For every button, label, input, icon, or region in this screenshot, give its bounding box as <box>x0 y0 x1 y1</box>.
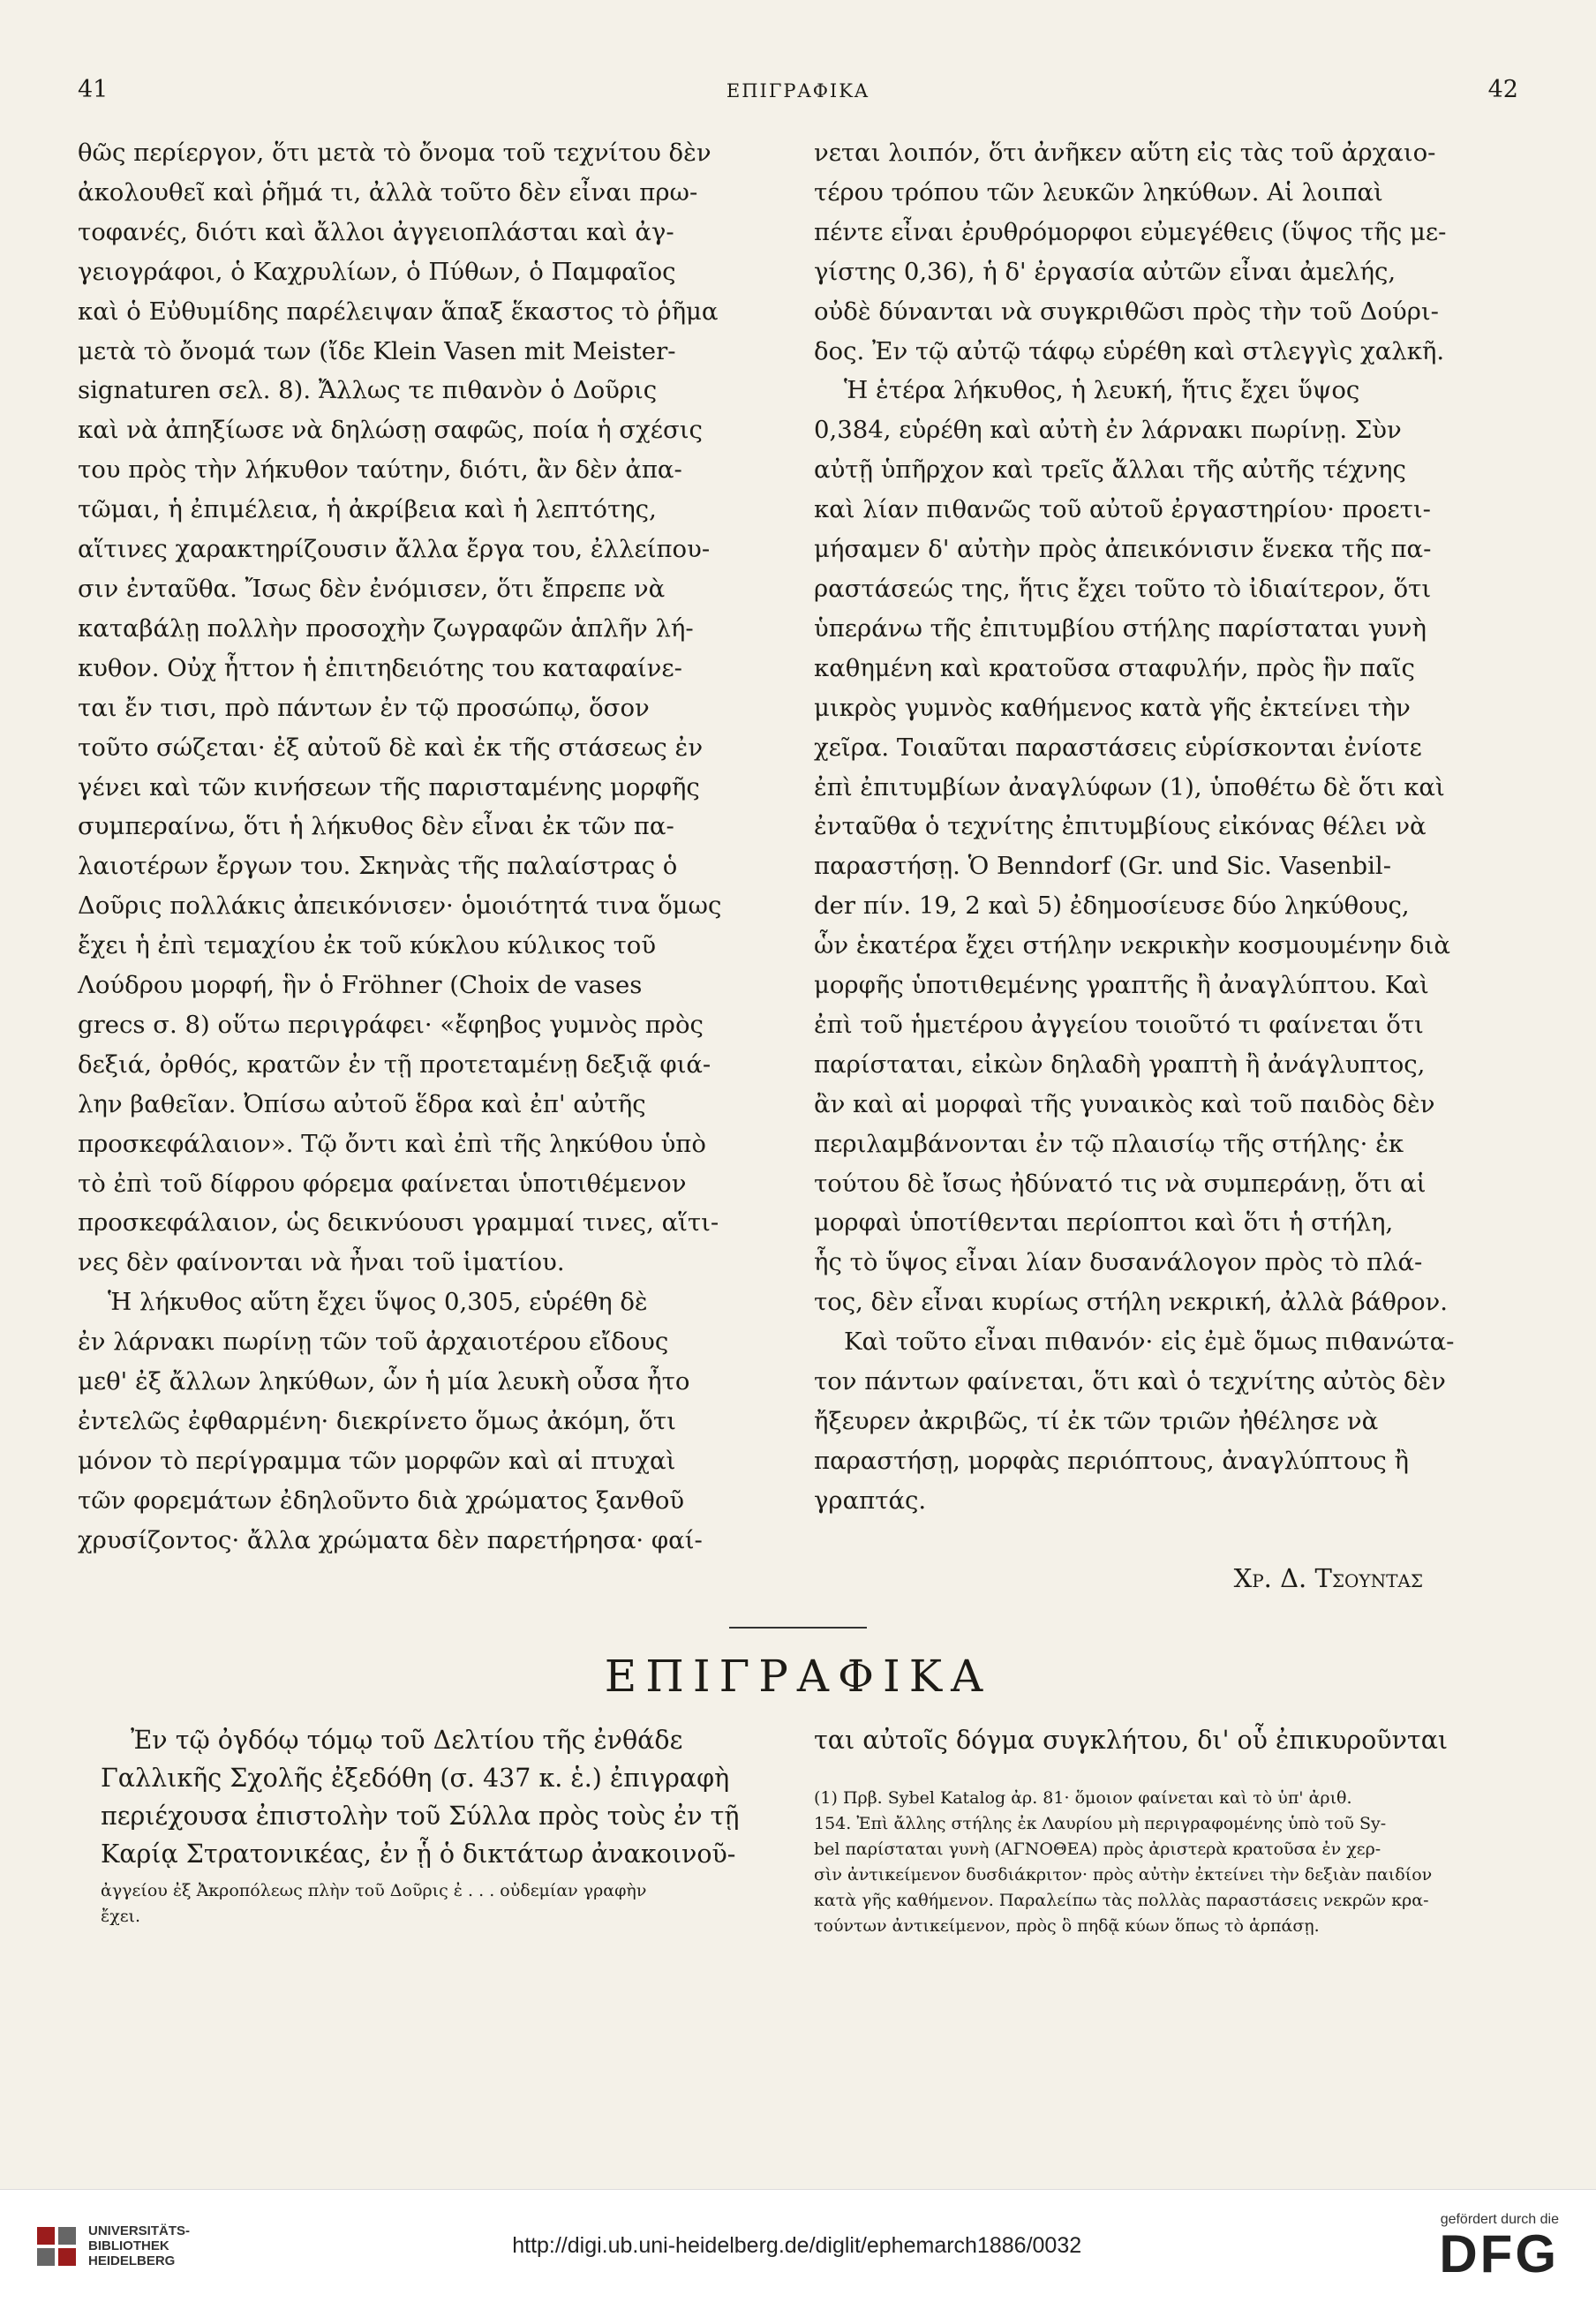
funding-label: gefördert durch die <box>1440 2211 1559 2227</box>
text-line: Ἡ ἑτέρα λήκυθος, ἡ λευκή, ἥτις ἔχει ὕψος <box>844 376 1360 405</box>
text-line: Δοῦρις πολλάκις ἀπεικόνισεν· ὁμοιότητά τινα ὅμως <box>78 891 722 921</box>
text-line: signaturen σελ. 8). Ἄλλως τε πιθανὸν ὁ Δοῦρις <box>78 376 658 405</box>
text-line: γίστης 0,36), ἡ δ' ἐργασία αὐτῶν εἶναι ἀμελής, <box>814 257 1396 286</box>
text-line: μόνον τὸ περίγραμμα τῶν μορφῶν καὶ αἱ πτυχαὶ <box>78 1446 676 1475</box>
text-line: χρυσίζοντος· ἄλλα χρώματα δὲν παρετήρησα· φαί- <box>78 1525 703 1554</box>
text-line: πέντε εἶναι ἐρυθρόμορφοι εὐμεγέθεις (ὕψος τῆς με- <box>814 217 1447 246</box>
text-line: αἵτινες χαρακτηρίζουσιν ἄλλα ἔργα του, ἐλλείπου- <box>78 535 711 564</box>
text-line: Λούδρου μορφή, ἣν ὁ Fröhner (Choix de vases <box>78 971 643 1000</box>
text-line: του πρὸς τὴν λήκυθον ταύτην, διότι, ἂν δὲν ἀπα- <box>78 455 682 485</box>
text-line: ἐπὶ ἐπιτυμβίων ἀναγλύφων (1), ὑποθέτω δὲ ὅτι καὶ <box>814 772 1445 801</box>
text-line: παραστήσῃ, μορφὰς περιόπτους, ἀναγλύπτους ἢ <box>814 1446 1410 1475</box>
dfg-wordmark: DFG <box>1439 2223 1559 2283</box>
text-line: σιν ἐνταῦθα. Ἴσως δὲν ἐνόμισεν, ὅτι ἔπρεπε νὰ <box>78 574 666 603</box>
text-line: οὐδὲ δύνανται νὰ συγκριθῶσι πρὸς τὴν τοῦ Δούρι- <box>814 297 1439 326</box>
text-line: μορφῆς ὑποτιθεμένης γραπτῆς ἢ ἀναγλύπτου. Καὶ <box>814 971 1429 1000</box>
text-line: τος, δὲν εἶναι κυρίως στήλη νεκρική, ἀλλὰ βάθρον. <box>814 1288 1448 1317</box>
text-line: ἀκολουθεῖ καὶ ῥῆμά τι, ἀλλὰ τοῦτο δὲν εἶναι πρω- <box>78 177 698 207</box>
text-line: Ἡ λήκυθος αὕτη ἔχει ὕψος 0,305, εὑρέθη δὲ <box>108 1288 648 1317</box>
text-line: δεξιά, ὀρθός, κρατῶν ἐν τῇ προτεταμένῃ δεξιᾷ φιά- <box>78 1049 711 1079</box>
text-line: μεθ' ἐξ ἄλλων ληκύθων, ὧν ἡ μία λευκὴ οὖσα ἦτο <box>78 1367 690 1396</box>
text-line: γένει καὶ τῶν κινήσεων τῆς παρισταμένης μορφῆς <box>78 772 700 801</box>
text-line: ἤξευρεν ἀκριβῶς, τί ἐκ τῶν τριῶν ἠθέλησε νὰ <box>814 1407 1379 1435</box>
running-title: ΕΠΙΓΡΑΦΙΚΑ <box>726 80 870 102</box>
text-line: λαιοτέρων ἔργων του. Σκηνὰς τῆς παλαίστρας ὁ <box>78 852 678 881</box>
text-line: νες δὲν φαίνονται νὰ ἦναι τοῦ ἱματίου. <box>78 1248 565 1277</box>
text-line: νεται λοιπόν, ὅτι ἀνῆκεν αὕτη εἰς τὰς τοῦ ἀρχαιο- <box>814 139 1436 167</box>
text-line: ἀγγείου ἐξ Ἀκροπόλεως πλὴν τοῦ Δοῦρις ἐ . . . οὐδεμίαν γραφὴν <box>101 1881 647 1900</box>
text-line: (1) Πρβ. Sybel Katalog ἀρ. 81· ὅμοιον φαίνεται καὶ τὸ ὑπ' ἀριθ. <box>814 1788 1352 1808</box>
text-line: δος. Ἐν τῷ αὐτῷ τάφῳ εὑρέθη καὶ στλεγγὶς χαλκῆ. <box>814 336 1445 365</box>
footnote-right <box>814 1786 1511 1939</box>
text-line: τὸ ἐπὶ τοῦ δίφρου φόρεμα φαίνεται ὑποτιθέμενον <box>78 1169 687 1198</box>
section-divider <box>729 1627 867 1629</box>
text-line: περιλαμβάνονται ἐν τῷ πλαισίῳ τῆς στήλης· ἐκ <box>814 1129 1404 1158</box>
text-line: λην βαθεῖαν. Ὀπίσω αὐτοῦ ἕδρα καὶ ἐπ' αὐτῆς <box>78 1089 646 1118</box>
text-line: ἂν καὶ αἱ μορφαὶ τῆς γυναικὸς καὶ τοῦ παιδὸς δὲν <box>814 1089 1435 1118</box>
text-line: καταβάλῃ πολλὴν προσοχὴν ζωγραφῶν ἁπλῆν λή- <box>78 613 694 643</box>
text-line: περιέχουσα ἐπιστολὴν τοῦ Σύλλα πρὸς τοὺς ἐν τῇ <box>101 1802 740 1831</box>
text-line: grecs σ. 8) οὕτω περιγράφει· «ἔφηβος γυμνὸς πρὸς <box>78 1010 704 1039</box>
permalink[interactable]: http://digi.ub.uni-heidelberg.de/diglit/ephemarch1886/0032 <box>512 2233 1082 2258</box>
dfg-logo[interactable] <box>1439 2212 1559 2281</box>
text-line: χεῖρα. Τοιαῦται παραστάσεις εὑρίσκονται ἐνίοτε <box>814 733 1422 762</box>
text-line: ται ἔν τισι, πρὸ πάντων ἐν τῷ προσώπῳ, ὅσον <box>78 693 650 722</box>
text-line: προσκεφάλαιον». Τῷ ὄντι καὶ ἐπὶ τῆς ληκύθου ὑπὸ <box>78 1129 706 1158</box>
footnote-left <box>101 1878 772 1930</box>
text-line: der πίν. 19, 2 καὶ 5) ἐδημοσίευσε δύο ληκύθους, <box>814 891 1410 921</box>
text-line: μικρὸς γυμνὸς καθήμενος κατὰ γῆς ἐκτείνει τὴν <box>814 693 1411 722</box>
text-line: προσκεφάλαιον, ὡς δεικνύουσι γραμμαί τινες, αἵτι- <box>78 1208 719 1238</box>
text-line: Καὶ τοῦτο εἶναι πιθανόν· εἰς ἐμὲ ὅμως πιθανώτα- <box>844 1328 1455 1357</box>
text-line: ἔχει ἡ ἐπὶ τεμαχίου ἐκ τοῦ κύκλου κύλικος τοῦ <box>78 931 657 960</box>
text-line: γραπτάς. <box>814 1486 927 1515</box>
page-number-left: 41 <box>78 76 109 103</box>
text-line: παραστήσῃ. Ὁ Benndorf (Gr. und Sic. Vasenbil- <box>814 852 1391 881</box>
text-line: ἐντελῶς ἐφθαρμένη· διεκρίνετο ὅμως ἀκόμη, ὅτι <box>78 1407 676 1435</box>
author-signature: Χρ. Δ. Τσουντας <box>1233 1563 1423 1593</box>
page-number-right: 42 <box>1487 76 1518 103</box>
text-line: μορφαὶ ὑποτίθενται περίοπτοι καὶ ὅτι ἡ στήλη, <box>814 1208 1394 1238</box>
text-line: ἐνταῦθα ὁ τεχνίτης ἐπιτυμβίους εἰκόνας θέλει νὰ <box>814 812 1427 841</box>
text-column-right <box>814 133 1520 1521</box>
text-line: τούτου δὲ ἴσως ἠδύνατό τις νὰ συμπεράνῃ, ὅτι αἱ <box>814 1169 1427 1198</box>
library-name-line2: BIBLIOTHEK <box>88 2238 169 2253</box>
running-header <box>78 76 1518 111</box>
text-line: αὐτῇ ὑπῆρχον καὶ τρεῖς ἄλλαι τῆς αὐτῆς τέχνης <box>814 455 1406 485</box>
digitization-footer <box>0 2189 1596 2302</box>
text-line: ἐν λάρνακι πωρίνῃ τῶν τοῦ ἀρχαιοτέρου εἴδους <box>78 1328 669 1357</box>
section-column-right <box>814 1721 1494 1759</box>
text-line: καὶ νὰ ἀπηξίωσε νὰ δηλώσῃ σαφῶς, ποία ἡ σχέσις <box>78 416 703 445</box>
text-line: τοφανές, διότι καὶ ἄλλοι ἀγγειοπλάσται καὶ ἀγ- <box>78 217 674 246</box>
text-line: παρίσταται, εἰκὼν δηλαδὴ γραπτὴ ἢ ἀνάγλυπτος, <box>814 1049 1426 1079</box>
text-line: 0,384, εὑρέθη καὶ αὐτὴ ἐν λάρνακι πωρίνῃ. Σὺν <box>814 416 1402 445</box>
text-line: 154. Ἐπὶ ἄλλης στήλης ἐκ Λαυρίου μὴ περιγραφομένης ὑπὸ τοῦ Sy- <box>814 1814 1387 1833</box>
text-line: μήσαμεν δ' αὐτὴν πρὸς ἀπεικόνισιν ἕνεκα τῆς πα- <box>814 535 1432 564</box>
text-line: ἔχει. <box>101 1907 141 1926</box>
library-name-line1: UNIVERSITÄTS- <box>88 2223 191 2238</box>
section-column-left <box>101 1721 754 1873</box>
text-line: κατὰ γῆς καθήμενον. Παραλείπω τὰς πολλὰς παραστάσεις νεκρῶν κρα- <box>814 1891 1429 1910</box>
text-line: τῶμαι, ἡ ἐπιμέλεια, ἡ ἀκρίβεια καὶ ἡ λεπτότης, <box>78 495 657 524</box>
text-line: ὧν ἑκατέρα ἔχει στήλην νεκρικὴν κοσμουμένην διὰ <box>814 931 1450 960</box>
text-line: μετὰ τὸ ὄνομά των (ἴδε Klein Vasen mit Meister- <box>78 336 676 365</box>
section-heading: ΕΠΙΓΡΑΦΙΚΑ <box>604 1651 992 1702</box>
text-line: τούντων ἀντικείμενον, πρὸς ὃ πηδᾷ κύων ὅπως τὸ ἁρπάσῃ. <box>814 1916 1320 1936</box>
text-line: Γαλλικῆς Σχολῆς ἐξεδόθη (σ. 437 κ. ἑ.) ἐπιγραφὴ <box>101 1764 730 1793</box>
text-line: καὶ λίαν πιθανῶς τοῦ αὐτοῦ ἐργαστηρίου· προετι- <box>814 495 1431 524</box>
text-line: bel παρίσταται γυνὴ (ΑΓΝΟΘΕΑ) πρὸς ἀριστερὰ κρατοῦσα ἐν χερ- <box>814 1839 1381 1859</box>
text-line: ται αὐτοῖς δόγμα συγκλήτου, δι' οὗ ἐπικυροῦνται <box>814 1726 1449 1755</box>
text-line: Ἐν τῷ ὀγδόῳ τόμῳ τοῦ Δελτίου τῆς ἐνθάδε <box>131 1726 683 1755</box>
library-logo[interactable] <box>35 2223 190 2268</box>
text-line: ἧς τὸ ὕψος εἶναι λίαν δυσανάλογον πρὸς τὸ πλά- <box>814 1248 1423 1277</box>
text-line: συμπεραίνω, ὅτι ἡ λήκυθος δὲν εἶναι ἐκ τῶν πα- <box>78 812 674 841</box>
text-line: τέρου τρόπου τῶν λευκῶν ληκύθων. Αἱ λοιπαὶ <box>814 177 1383 207</box>
text-line: γειογράφοι, ὁ Καχρυλίων, ὁ Πύθων, ὁ Παμφαῖος <box>78 257 676 286</box>
university-library-icon <box>35 2225 78 2268</box>
text-line: κυθον. Οὐχ ἧττον ἡ ἐπιτηδειότης του καταφαίνε- <box>78 653 682 682</box>
text-line: τῶν φορεμάτων ἐδηλοῦντο διὰ χρώματος ξανθοῦ <box>78 1486 685 1515</box>
text-line: καθημένη καὶ κρατοῦσα σταφυλήν, πρὸς ἣν παῖς <box>814 653 1415 682</box>
text-line: ὑπεράνω τῆς ἐπιτυμβίου στήλης παρίσταται γυνὴ <box>814 613 1427 643</box>
text-line: καὶ ὁ Εὐθυμίδης παρέλειψαν ἅπαξ ἕκαστος τὸ ῥῆμα <box>78 297 719 326</box>
library-name-line3: HEIDELBERG <box>88 2253 176 2268</box>
text-line: ραστάσεώς της, ἥτις ἔχει τοῦτο τὸ ἰδιαίτερον, ὅτι <box>814 574 1432 603</box>
text-line: σὶν ἀντικείμενον δυσδιάκριτον· πρὸς αὐτὴν ἐκτείνει τὴν δεξιὰν παιδίον <box>814 1865 1433 1884</box>
text-line: τοῦτο σώζεται· ἐξ αὐτοῦ δὲ καὶ ἐκ τῆς στάσεως ἐν <box>78 733 704 762</box>
text-line: τον πάντων φαίνεται, ὅτι καὶ ὁ τεχνίτης αὐτὸς δὲν <box>814 1367 1446 1396</box>
text-line: Καρίᾳ Στρατονικέας, ἐν ᾗ ὁ δικτάτωρ ἀνακοινοῦ- <box>101 1839 736 1869</box>
text-line: θῶς περίεργον, ὅτι μετὰ τὸ ὄνομα τοῦ τεχνίτου δὲν <box>78 139 711 167</box>
text-line: ἐπὶ τοῦ ἡμετέρου ἀγγείου τοιοῦτό τι φαίνεται ὅτι <box>814 1010 1424 1039</box>
text-column-left <box>78 133 759 1561</box>
